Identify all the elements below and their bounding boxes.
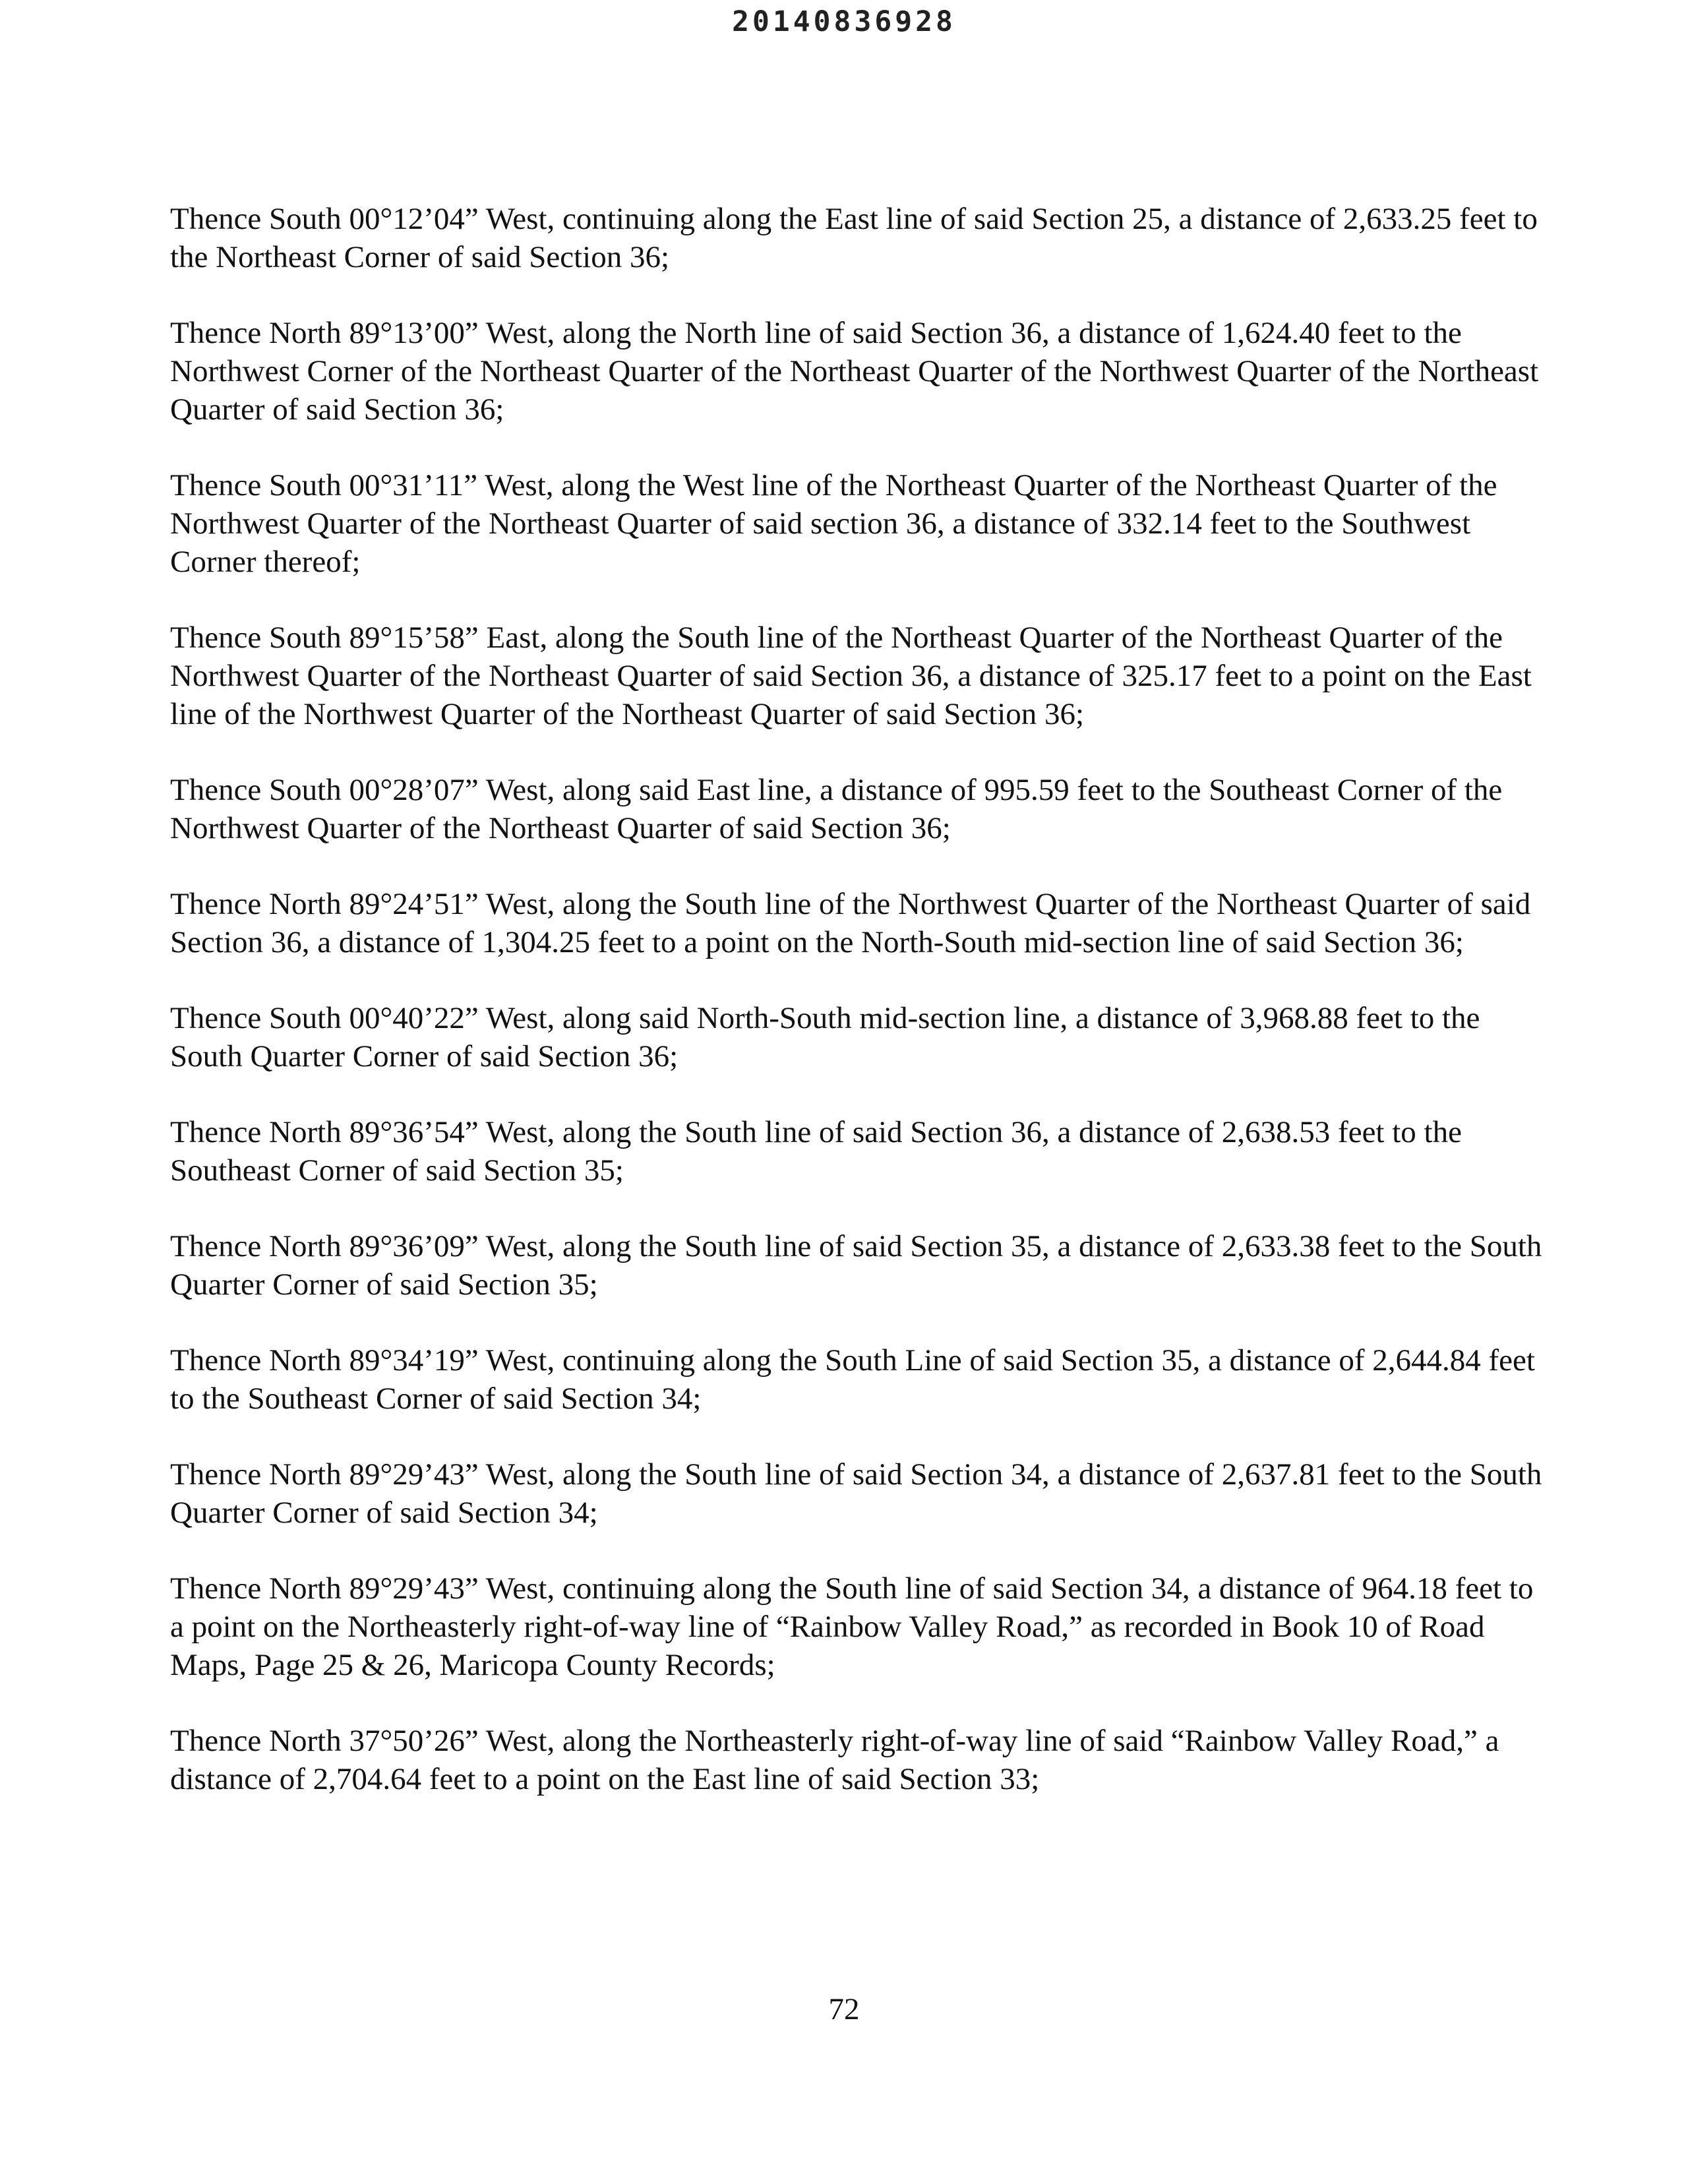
paragraph: Thence South 00°31’11” West, along the West line of the Northeast Quarter of the Northeast Quarter of the Northwest Quarter of the Northeast Quarter of said section 36, a distance of 332.14 feet to the Southwest Corner thereof;: [170, 468, 1497, 579]
paragraph: Thence North 89°29’43” West, continuing along the South line of said Section 34, a distance of 964.18 feet to a point on the Northeasterly right-of-way line of “Rainbow Valley Road,” as recorded in Book 10 of Road Maps, Page 25 & 26, Maricopa County Records;: [170, 1571, 1534, 1682]
paragraph: Thence North 37°50’26” West, along the Northeasterly right-of-way line of said “Rainbow Valley Road,” a distance of 2,704.64 feet to a point on the East line of said Section 33;: [170, 1724, 1499, 1796]
paragraph: Thence North 89°13’00” West, along the North line of said Section 36, a distance of 1,624.40 feet to the Northwest Corner of the Northeast Quarter of the Northeast Quarter of the Northwest Quarter of the Northeast Quarter of said Section 36;: [170, 316, 1539, 427]
paragraph: Thence North 89°34’19” West, continuing along the South Line of said Section 35, a distance of 2,644.84 feet to the Southeast Corner of said Section 34;: [170, 1343, 1535, 1416]
paragraph: Thence North 89°29’43” West, along the South line of said Section 34, a distance of 2,637.81 feet to the South Quarter Corner of said Section 34;: [170, 1457, 1542, 1530]
paragraph: Thence South 00°28’07” West, along said East line, a distance of 995.59 feet to the Southeast Corner of the Northwest Quarter of the Northeast Quarter of said Section 36;: [170, 773, 1503, 845]
paragraph: Thence North 89°36’54” West, along the South line of said Section 36, a distance of 2,638.53 feet to the Southeast Corner of said Section 35;: [170, 1115, 1462, 1188]
document-number: 20140836928: [732, 5, 956, 38]
page-number: 72: [828, 1992, 860, 2026]
paragraph: Thence South 00°12’04” West, continuing along the East line of said Section 25, a distance of 2,633.25 feet to the Northeast Corner of said Section 36;: [170, 202, 1538, 274]
paragraph: Thence South 89°15’58” East, along the South line of the Northeast Quarter of the Northeast Quarter of the Northwest Quarter of the Northeast Quarter of said Section 36, a distance of 325.17 feet to a point on the East line of the Northwest Quarter of the Northeast Quarter of said Section 36;: [170, 621, 1532, 731]
paragraph: Thence North 89°24’51” West, along the South line of the Northwest Quarter of the Northeast Quarter of said Section 36, a distance of 1,304.25 feet to a point on the North-South mid-section line of said Section 36;: [170, 887, 1531, 959]
paragraph: Thence North 89°36’09” West, along the South line of said Section 35, a distance of 2,633.38 feet to the South Quarter Corner of said Section 35;: [170, 1229, 1542, 1302]
legal-description-body: [170, 200, 1548, 1836]
paragraph: Thence South 00°40’22” West, along said North-South mid-section line, a distance of 3,968.88 feet to the South Quarter Corner of said Section 36;: [170, 1001, 1480, 1074]
